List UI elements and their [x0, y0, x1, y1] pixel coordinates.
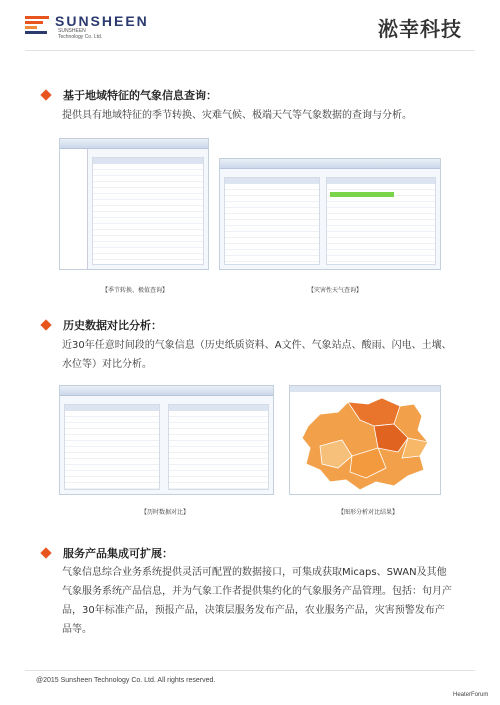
section-title-history-compare: [42, 317, 162, 333]
footer-copyright: @2015 Sunsheen Technology Co. Ltd. All rights reserved.: [36, 677, 216, 684]
caption-disaster-query: 【灾害性天气查询】: [307, 287, 362, 294]
section-body-history-compare: 近30年任意时间段的气象信息（历史纸质资料、A文件、气象站点、酸雨、闪电、土壤、水位等）对比分析。: [62, 340, 452, 370]
brand-name-cn: 淞幸科技: [378, 17, 462, 41]
section-title-service-products: [42, 545, 173, 561]
section-body-geo-query: 提供具有地域特征的季节转换、灾难气候、极端天气等气象数据的查询与分析。: [62, 110, 412, 121]
screenshot-history-compare: [59, 385, 274, 495]
screenshot-season-query: [59, 138, 209, 270]
bullet-diamond-icon: [40, 547, 51, 558]
header-divider: [25, 50, 475, 51]
screenshot-map-analysis: [289, 385, 441, 495]
bullet-diamond-icon: [40, 89, 51, 100]
sunsheen-logo-icon: [25, 16, 49, 36]
bullet-diamond-icon: [40, 319, 51, 330]
section-body-service-products: 气象信息综合业务系统提供灵活可配置的数据接口，可集成获取Micaps、SWAN及其他气象服务系统产品信息，并为气象工作者提供集约化的气象服务产品管理。包括：旬月产品，30年标准产品，预报产品，决策层服务发布产品，农业服务产品，灾害预警发布产品等。: [62, 567, 452, 635]
section-title-text: 基于地域特征的气象信息查询：: [63, 89, 217, 102]
caption-history-compare: 【历时数据对比】: [140, 509, 189, 516]
province-map-icon: [290, 386, 440, 494]
logo-subtitle-2: Technology Co. Ltd.: [58, 34, 103, 40]
screenshot-disaster-query: [219, 158, 441, 270]
page-header: [0, 0, 500, 45]
logo-subtitle-1: SUNSHEEN: [58, 28, 86, 34]
caption-season-query: 【季节转换、极值查询】: [101, 287, 168, 294]
section-title-text: 历史数据对比分析：: [63, 319, 162, 332]
footer-divider: [25, 670, 475, 671]
caption-map-analysis: 【图形分析对比结果】: [337, 509, 398, 516]
logo-name: SUNSHEEN: [55, 13, 149, 29]
footer-tag: HeaterForum: [453, 692, 489, 698]
section-title-geo-query: [42, 87, 217, 103]
section-title-text: 服务产品集成可扩展：: [63, 547, 173, 560]
